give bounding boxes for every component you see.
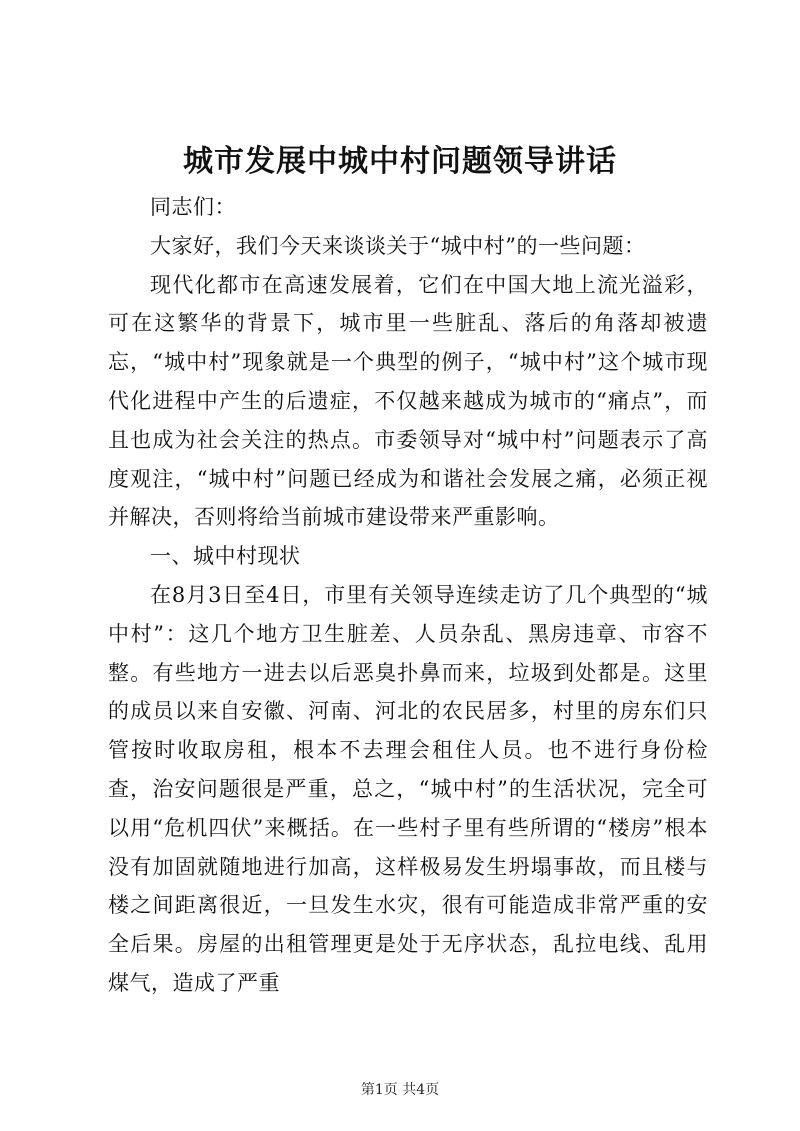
opening-paragraph: 大家好，我们今天来谈谈关于“城中村”的一些问题：: [150, 233, 646, 258]
document-body: [108, 188, 708, 1003]
document-title: 城市发展中城中村问题领导讲话: [183, 144, 617, 179]
section-heading: 一、城中村现状: [150, 544, 301, 569]
status-paragraph: 在8月3日至4日，市里有关领导连续走访了几个典型的“城中村”：这几个地方卫生脏差、人员杂乱、黑房违章、市容不整。有些地方一进去以后恶臭扑鼻而来，垃圾到处都是。这里的成员以来自安徽、河南、河北的农民居多，村里的房东们只管按时收取房租，根本不去理会租住人员。也不进行身份检查，治安问题很是严重，总之，“城中村”的生活状况，完全可以用“危机四伏”来概括。在一些村子里有些所谓的“楼房”根本没有加固就随地进行加高，这样极易发生坍塌事故，而且楼与楼之间距离很近，一旦发生水灾，很有可能造成非常严重的安全后果。房屋的出租管理更是处于无序状态，乱拉电线、乱用煤气，造成了严重: [108, 582, 708, 995]
page-number-footer: 第1页 共4页: [360, 1082, 440, 1098]
salutation: 同志们：: [150, 195, 236, 219]
intro-paragraph: 现代化都市在高速发展着，它们在中国大地上流光溢彩，可在这繁华的背景下，城市里一些脏乱、落后的角落却被遗忘，“城中村”现象就是一个典型的例子，“城中村”这个城市现代化进程中产生的后遗症，不仅越来越成为城市的“痛点”，而且也成为社会关注的热点。市委领导对“城中村”问题表示了高度观注，“城中村”问题已经成为和谐社会发展之痛，必须正视并解决，否则将给当前城市建设带来严重影响。: [108, 272, 708, 530]
